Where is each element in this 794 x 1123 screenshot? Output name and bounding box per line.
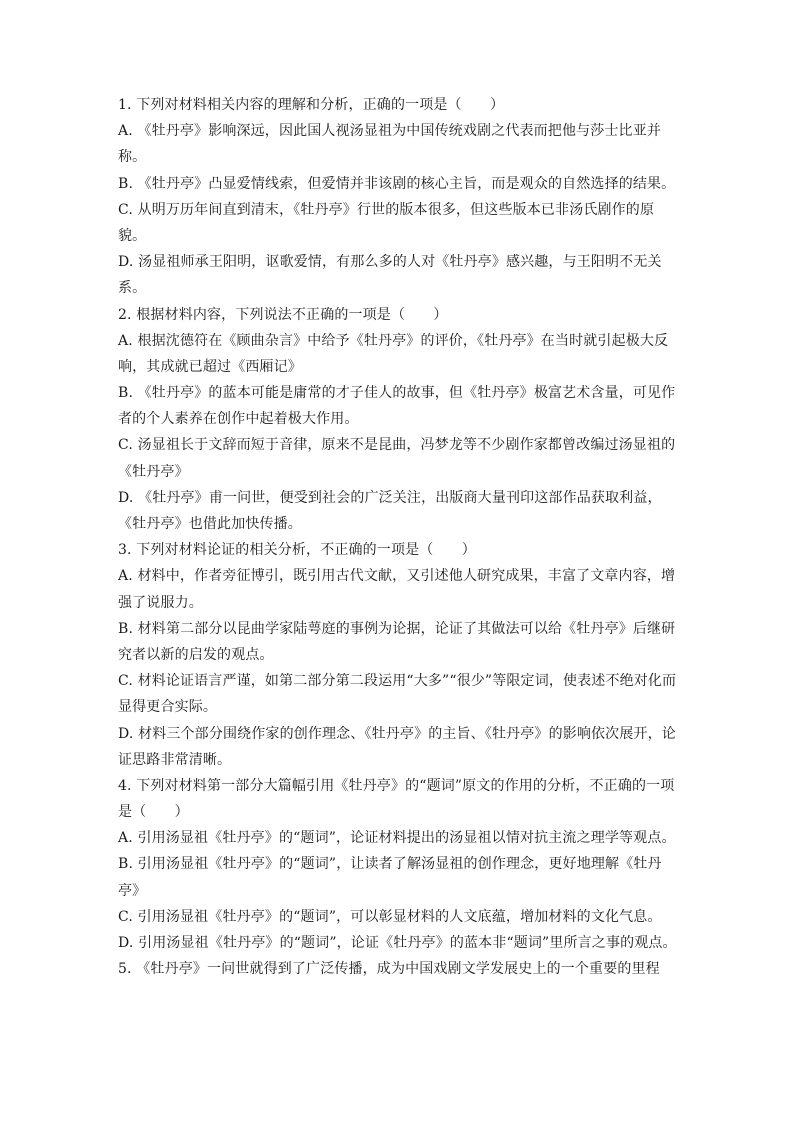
text-line: 强了说服力。 — [118, 594, 203, 611]
text-line: 3. 下列对材料论证的相关分析，不正确的一项是（ ） — [118, 542, 476, 559]
text-line: 显得更合实际。 — [118, 699, 218, 716]
text-line: 者的个人素养在创作中起着极大作用。 — [118, 411, 359, 428]
text-line: B. 《牡丹亭》凸显爱情线索，但爱情并非该剧的核心主旨，而是观众的自然选择的结果。 — [118, 175, 676, 192]
text-line: D. 引用汤显祖《牡丹亭》的“题词”，论证《牡丹亭》的蓝本非“题词”里所言之事的观点。 — [118, 935, 677, 951]
text-line: 2. 根据材料内容，下列说法不正确的一项是（ ） — [118, 306, 448, 323]
text-line: 貌。 — [118, 227, 147, 244]
text-line: A. 材料中，作者旁征博引，既引用古代文献，又引述他人研究成果，丰富了文章内容，增 — [118, 568, 676, 585]
text-line: 《牡丹亭》 — [118, 463, 189, 480]
text-line: B. 《牡丹亭》的蓝本可能是庸常的才子佳人的故事，但《牡丹亭》极富艺术含量，可见作 — [118, 385, 676, 402]
text-line: 5. 《牡丹亭》一问世就得到了广泛传播，成为中国戏剧文学发展史上的一个重要的里程 — [118, 961, 660, 978]
text-line: D. 《牡丹亭》甫一问世，便受到社会的广泛关注，出版商大量刊印这部作品获取利益， — [118, 489, 662, 506]
text-line: C. 引用汤显祖《牡丹亭》的“题词”，可以彰显材料的人文底蕴，增加材料的文化气息。 — [118, 908, 662, 925]
text-line: 究者以新的启发的观点。 — [118, 646, 274, 663]
text-line: D. 材料三个部分围绕作家的创作理念、《牡丹亭》的主旨、《牡丹亭》的影响依次展开，论 — [118, 725, 676, 742]
text-line: 亭》 — [118, 882, 147, 899]
text-line: 是（ ） — [118, 804, 189, 821]
text-line: 系。 — [118, 280, 147, 297]
text-line: D. 汤显祖师承王阳明，讴歌爱情，有那么多的人对《牡丹亭》感兴趣，与王阳明不无关 — [118, 254, 662, 271]
text-line: 《牡丹亭》也借此加快传播。 — [118, 516, 302, 532]
text-line: B. 引用汤显祖《牡丹亭》的“题词”，让读者了解汤显祖的创作理念，更好地理解《牡丹 — [118, 856, 662, 873]
text-line: A. 根据沈德符在《顾曲杂言》中给予《牡丹亭》的评价，《牡丹亭》在当时就引起极大反 — [118, 332, 669, 349]
text-line: 称。 — [118, 149, 147, 166]
text-line: A. 《牡丹亭》影响深远，因此国人视汤显祖为中国传统戏剧之代表而把他与莎士比亚并 — [118, 123, 662, 140]
text-line: C. 汤显祖长于文辞而短于音律，原来不是昆曲，冯梦龙等不少剧作家都曾改编过汤显祖的 — [118, 437, 676, 454]
text-line: C. 从明万历年间直到清末，《牡丹亭》行世的版本很多，但这些版本已非汤氏剧作的原 — [118, 201, 655, 218]
text-line: 响，其成就已超过《西厢记》 — [118, 358, 302, 375]
text-line: C. 材料论证语言严谨，如第二部分第二段运用“大多”“很少”等限定词，使表述不绝对化而 — [118, 673, 677, 690]
text-line: 证思路非常清晰。 — [118, 751, 232, 768]
text-line: 4. 下列对材料第一部分大篇幅引用《牡丹亭》的“题词”原文的作用的分析，不正确的一项 — [118, 777, 675, 794]
text-line: B. 材料第二部分以昆曲学家陆萼庭的事例为论据，论证了其做法可以给《牡丹亭》后继研 — [118, 620, 676, 637]
text-line: A. 引用汤显祖《牡丹亭》的“题词”，论证材料提出的汤显祖以情对抗主流之理学等观点。 — [118, 830, 676, 847]
document-page — [118, 92, 678, 982]
text-line: 1. 下列对材料相关内容的理解和分析，正确的一项是（ ） — [118, 97, 505, 113]
